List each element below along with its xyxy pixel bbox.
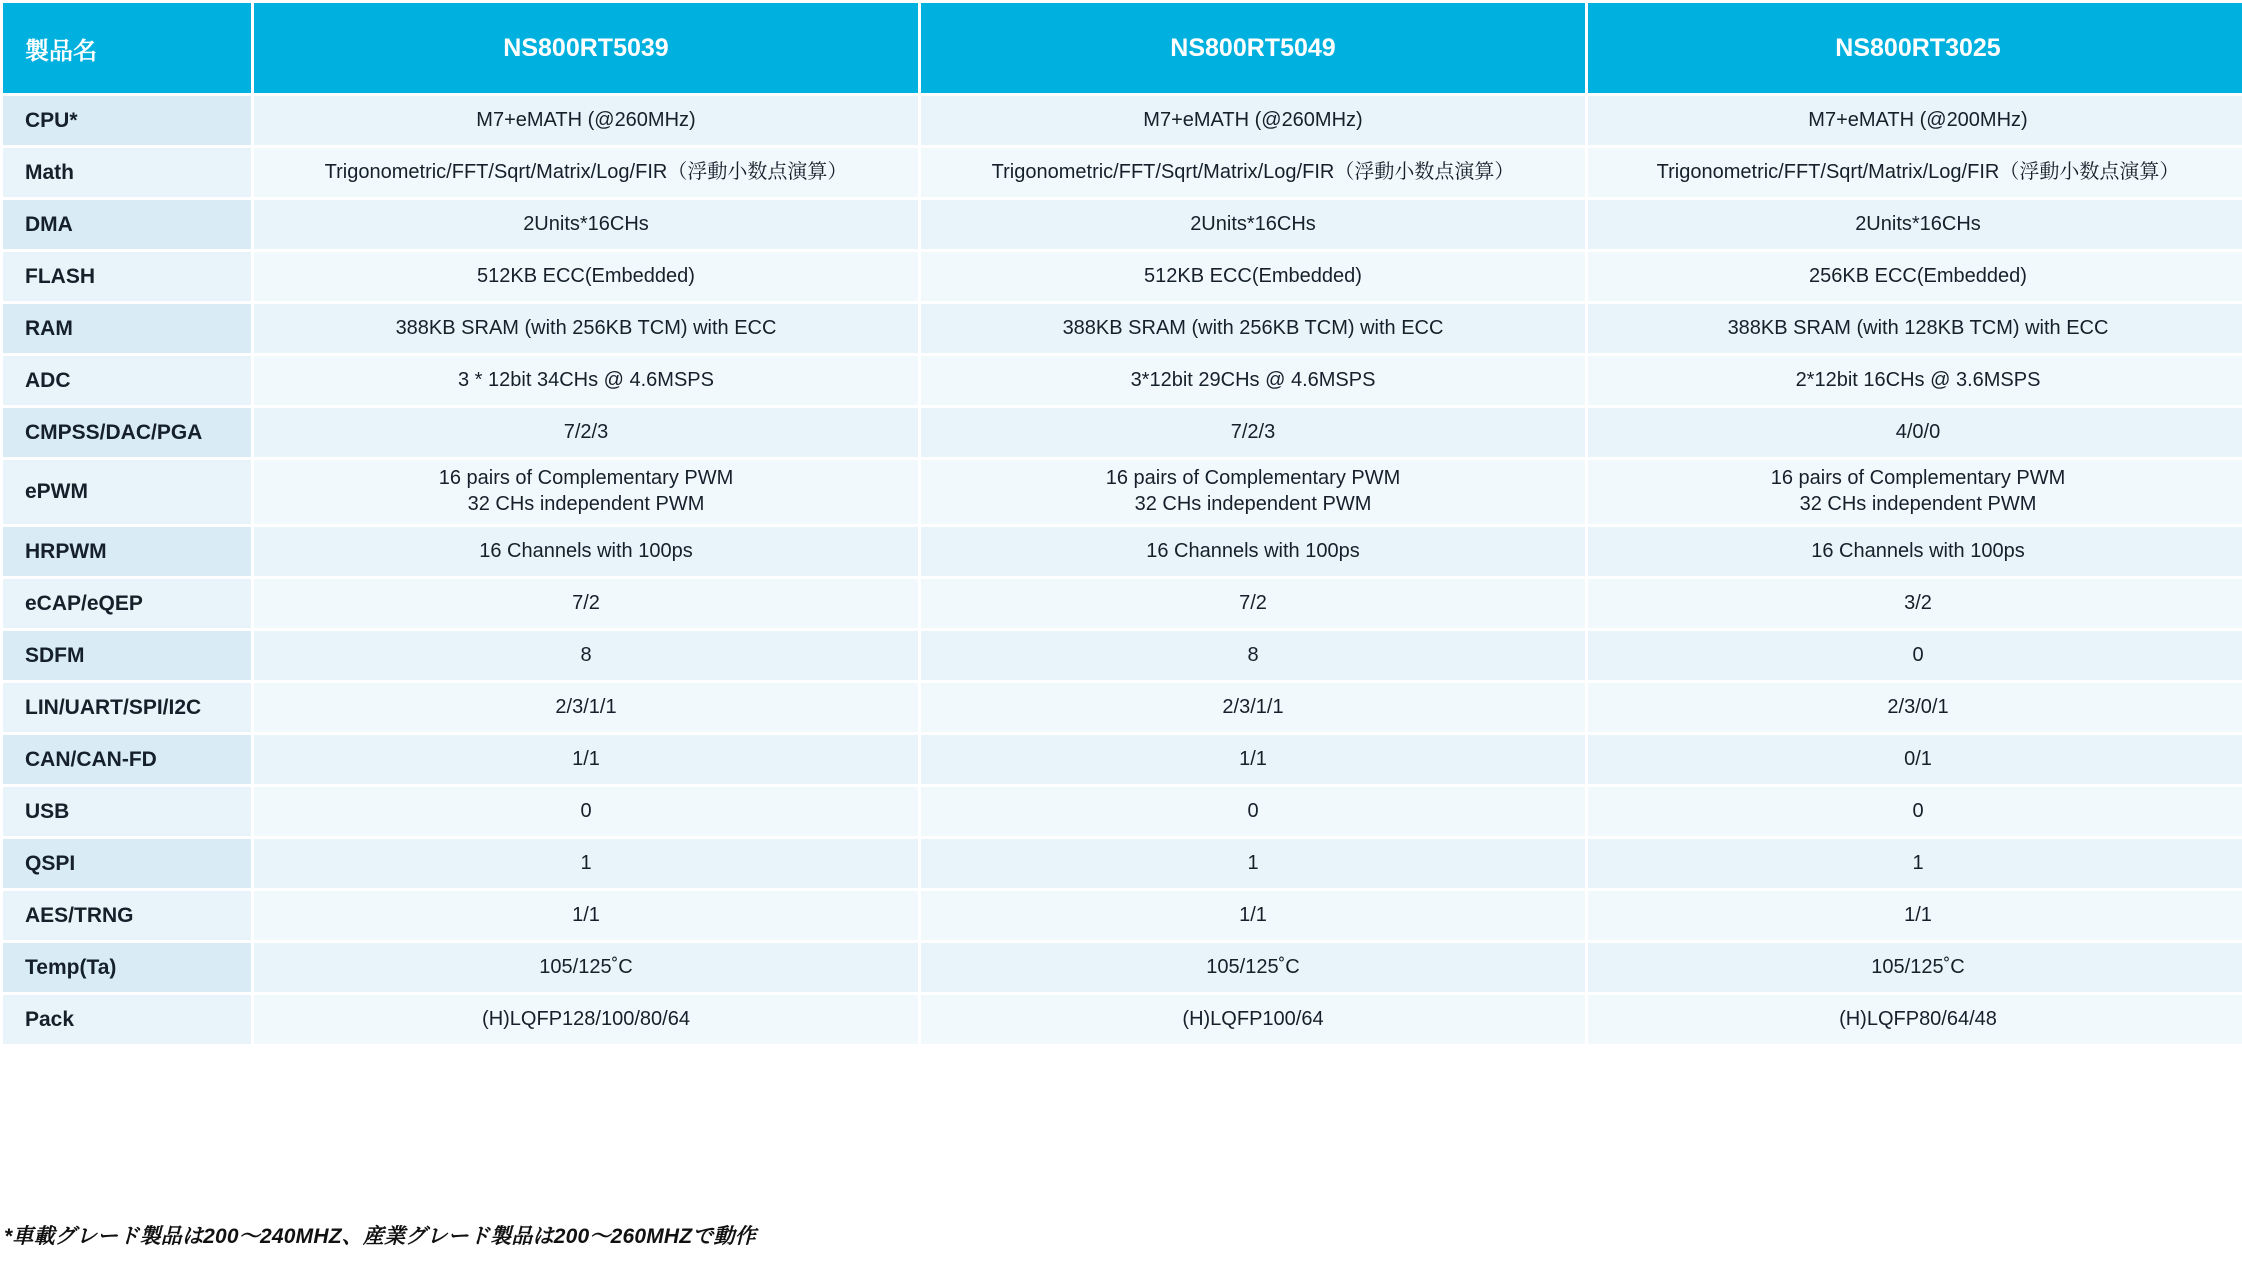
spec-cell: 105/125˚C xyxy=(921,943,1585,992)
footnote: *車載グレード製品は200〜240MHZ、産業グレード製品は200〜260MHZで動作 xyxy=(4,1225,756,1248)
spec-cell-line: 16 pairs of Complementary PWM xyxy=(1770,467,2066,490)
spec-cell: 2Units*16CHs xyxy=(1588,200,2242,249)
spec-cell: 2/3/0/1 xyxy=(1588,683,2242,732)
spec-cell: 4/0/0 xyxy=(1588,408,2242,457)
row-label: ADC xyxy=(3,356,251,405)
table-row xyxy=(3,408,2242,457)
spec-cell: 1/1 xyxy=(921,735,1585,784)
spec-cell: 1/1 xyxy=(1588,891,2242,940)
spec-cell: 7/2 xyxy=(254,579,918,628)
row-label: RAM xyxy=(3,304,251,353)
table-row xyxy=(3,579,2242,628)
table-row xyxy=(3,148,2242,197)
spec-cell: 512KB ECC(Embedded) xyxy=(921,252,1585,301)
table-header xyxy=(3,3,2242,93)
row-label: Pack xyxy=(3,995,251,1044)
table-row xyxy=(3,252,2242,301)
spec-cell: 105/125˚C xyxy=(254,943,918,992)
table-row xyxy=(3,995,2242,1044)
spec-cell-line: 32 CHs independent PWM xyxy=(1134,493,1372,515)
spec-cell: M7+eMATH (@260MHz) xyxy=(921,96,1585,145)
spec-cell: 0/1 xyxy=(1588,735,2242,784)
row-label: USB xyxy=(3,787,251,836)
spec-cell: (H)LQFP80/64/48 xyxy=(1588,995,2242,1044)
spec-cell: 2/3/1/1 xyxy=(921,683,1585,732)
row-label: QSPI xyxy=(3,839,251,888)
spec-cell: 256KB ECC(Embedded) xyxy=(1588,252,2242,301)
row-label: CAN/CAN-FD xyxy=(3,735,251,784)
spec-cell-line: 16 pairs of Complementary PWM xyxy=(1105,467,1401,490)
spec-cell: 2*12bit 16CHs @ 3.6MSPS xyxy=(1588,356,2242,405)
spec-cell: 1/1 xyxy=(921,891,1585,940)
spec-cell: 16 Channels with 100ps xyxy=(1588,527,2242,576)
spec-cell: (H)LQFP128/100/80/64 xyxy=(254,995,918,1044)
spec-cell: 105/125˚C xyxy=(1588,943,2242,992)
spec-cell: M7+eMATH (@200MHz) xyxy=(1588,96,2242,145)
spec-cell xyxy=(1588,460,2242,524)
spec-cell: (H)LQFP100/64 xyxy=(921,995,1585,1044)
spec-cell: 1 xyxy=(921,839,1585,888)
table-row xyxy=(3,304,2242,353)
table-row xyxy=(3,460,2242,524)
table-row xyxy=(3,683,2242,732)
spec-cell: 1 xyxy=(1588,839,2242,888)
table-row xyxy=(3,527,2242,576)
table-row xyxy=(3,96,2242,145)
table-row xyxy=(3,891,2242,940)
spec-cell: Trigonometric/FFT/Sqrt/Matrix/Log/FIR（浮動小数点演算） xyxy=(254,148,918,197)
spec-cell: 3 * 12bit 34CHs @ 4.6MSPS xyxy=(254,356,918,405)
table-row xyxy=(3,787,2242,836)
spec-cell: 2Units*16CHs xyxy=(921,200,1585,249)
spec-cell: 16 Channels with 100ps xyxy=(921,527,1585,576)
row-label: CPU* xyxy=(3,96,251,145)
header-product-name: 製品名 xyxy=(3,3,251,93)
spec-cell-line: 16 pairs of Complementary PWM xyxy=(438,467,734,490)
row-label: CMPSS/DAC/PGA xyxy=(3,408,251,457)
row-label: LIN/UART/SPI/I2C xyxy=(3,683,251,732)
spec-cell: 7/2 xyxy=(921,579,1585,628)
spec-cell: 512KB ECC(Embedded) xyxy=(254,252,918,301)
spec-cell: 2/3/1/1 xyxy=(254,683,918,732)
header-column-2: NS800RT5049 xyxy=(921,3,1585,93)
spec-cell: 1/1 xyxy=(254,735,918,784)
table-row xyxy=(3,943,2242,992)
spec-cell: 0 xyxy=(921,787,1585,836)
table-row xyxy=(3,735,2242,784)
row-label: HRPWM xyxy=(3,527,251,576)
spec-cell: 3/2 xyxy=(1588,579,2242,628)
table-row xyxy=(3,200,2242,249)
spec-cell: 7/2/3 xyxy=(921,408,1585,457)
spec-cell: 0 xyxy=(254,787,918,836)
spec-cell: 0 xyxy=(1588,631,2242,680)
spec-cell: 388KB SRAM (with 256KB TCM) with ECC xyxy=(921,304,1585,353)
row-label: Temp(Ta) xyxy=(3,943,251,992)
spec-cell: 8 xyxy=(921,631,1585,680)
spec-cell: Trigonometric/FFT/Sqrt/Matrix/Log/FIR（浮動小数点演算） xyxy=(1588,148,2242,197)
row-label: DMA xyxy=(3,200,251,249)
spec-cell: Trigonometric/FFT/Sqrt/Matrix/Log/FIR（浮動小数点演算） xyxy=(921,148,1585,197)
row-label: Math xyxy=(3,148,251,197)
header-column-1: NS800RT5039 xyxy=(254,3,918,93)
table-row xyxy=(3,839,2242,888)
spec-cell: 2Units*16CHs xyxy=(254,200,918,249)
spec-cell-line: 32 CHs independent PWM xyxy=(467,493,705,515)
row-label: SDFM xyxy=(3,631,251,680)
spec-cell: 388KB SRAM (with 256KB TCM) with ECC xyxy=(254,304,918,353)
row-label: eCAP/eQEP xyxy=(3,579,251,628)
header-row xyxy=(3,3,2242,93)
spec-cell: 0 xyxy=(1588,787,2242,836)
row-label: AES/TRNG xyxy=(3,891,251,940)
spec-cell xyxy=(254,460,918,524)
table-row xyxy=(3,356,2242,405)
spec-cell: 388KB SRAM (with 128KB TCM) with ECC xyxy=(1588,304,2242,353)
spec-cell-line: 32 CHs independent PWM xyxy=(1799,493,2037,515)
row-label: FLASH xyxy=(3,252,251,301)
spec-cell: 7/2/3 xyxy=(254,408,918,457)
spec-cell xyxy=(921,460,1585,524)
table-body xyxy=(3,96,2242,1044)
header-column-3: NS800RT3025 xyxy=(1588,3,2242,93)
spec-cell: 1/1 xyxy=(254,891,918,940)
row-label: ePWM xyxy=(3,460,251,524)
spec-cell: 3*12bit 29CHs @ 4.6MSPS xyxy=(921,356,1585,405)
spec-cell: 8 xyxy=(254,631,918,680)
spec-cell: 16 Channels with 100ps xyxy=(254,527,918,576)
table-row xyxy=(3,631,2242,680)
spec-cell: M7+eMATH (@260MHz) xyxy=(254,96,918,145)
spec-cell: 1 xyxy=(254,839,918,888)
